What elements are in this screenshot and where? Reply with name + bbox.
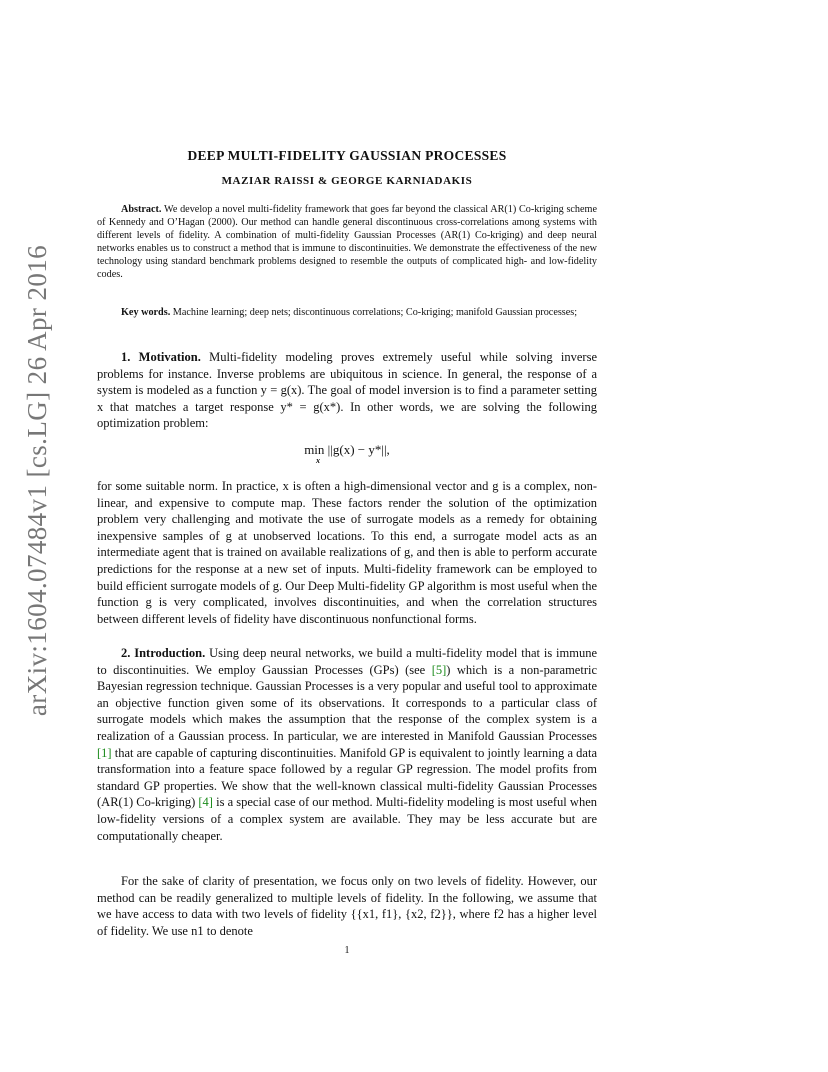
motivation-paragraph-2: for some suitable norm. In practice, x is often a high-dimensional vector and g is a complex, non-linear, and expensive to compute map. These factors render the solution of the optimization problem very challenging and motivate the use of surrogate models as a remedy for obtaining inexpensive samples of g at unobserved locations. To this end, a surrogate model acts as an intermediate agent that is trained on available realizations of g, and then is able to perform accurate predictions for the response at a new set of inputs. Multi-fidelity framework can be employed to build efficient surrogate models of g. Our Deep Multi-fidelity GP algorithm is most useful when the function g is very complicated, involves discontinuities, and when the correlation structures between different levels of fidelity have discontinuous nonfunctional forms.	[97, 479, 597, 626]
keywords-label: Key words.	[121, 307, 171, 318]
keywords	[97, 306, 597, 319]
motivation-paragraph-1: Multi-fidelity modeling proves extremely useful while solving inverse problems for instance. Inverse problems are ubiquitous in science. In general, the response of a system is modeled as a function y = g(x). The goal of model inversion is to find a parameter setting x that matches a target response y* = g(x*). In other words, we are solving the following optimization problem:	[97, 350, 597, 431]
abstract	[97, 203, 597, 282]
citation-4[interactable]: [4]	[198, 795, 213, 810]
intro-text-c: that are capable of capturing discontinuities. Manifold GP is equivalent to jointly learning a data transformation into a feature space followed by a regular GP regression. The model profits from standard GP properties. We show that the well-known classical multi-fidelity Gaussian Processes (AR(1) Co-kriging)	[97, 745, 597, 810]
arxiv-identifier: arXiv:1604.07484v1 [cs.LG] 26 Apr 2016	[22, 244, 53, 716]
arxiv-sidebar	[18, 244, 58, 716]
abstract-label: Abstract.	[121, 204, 162, 215]
section-heading-introduction: 2. Introduction.	[121, 646, 206, 660]
section-heading-motivation: 1. Motivation.	[121, 350, 201, 364]
keywords-text: Machine learning; deep nets; discontinuous correlations; Co-kriging; manifold Gaussian processes;	[172, 307, 578, 318]
intro-text-a: Using deep neural networks, we build a multi-fidelity model that is immune to discontinuities. We employ Gaussian Processes (GPs) (see	[97, 646, 598, 677]
abstract-text: We develop a novel multi-fidelity framework that goes far beyond the classical AR(1) Co-kriging scheme of Kennedy and O’Hagan (2000). Our method can handle general discontinuous cross-correlations among systems with different levels of fidelity. A combination of multi-fidelity Gaussian Processes (AR(1) Co-kriging) and deep neural networks enables us to construct a method that is immune to discontinuities. We demonstrate the effectiveness of the new technology using standard benchmark problems designed to resemble the outputs of complicated high- and low-fidelity codes.	[97, 204, 597, 281]
paper-authors: MAZIAR RAISSI & GEORGE KARNIADAKIS	[221, 175, 473, 187]
section-motivation	[97, 349, 597, 432]
introduction-paragraph-2: For the sake of clarity of presentation, we focus only on two levels of fidelity. However, our method can be readily generalized to multiple levels of fidelity. In the following, we assume that we have access to data with two levels of fidelity {{x1, f1}, {x2, f2}}, where f2 has a higher level of fidelity. We use n1 to denote	[97, 874, 597, 938]
intro-text-b: ) which is a non-parametric Bayesian regression technique. Gaussian Processes is a very popular and useful tool to approximate an objective function given some of its observations. It corresponds to a particular class of surrogate models which makes the assumption that the response of the complex system is a realization of a Gaussian process. In particular, we are interested in Manifold Gaussian Processes	[97, 662, 598, 743]
intro-text-d: is a special case of our method. Multi-fidelity modeling is most useful when low-fidelity versions of a complex system are available. They may be less accurate but are computationally cheaper.	[97, 795, 597, 843]
equation-text: min ||g(x) − y*||,	[304, 442, 390, 457]
page-number: 1	[344, 945, 350, 956]
equation-subscript: x	[316, 456, 320, 465]
citation-5[interactable]: [5]	[431, 662, 447, 677]
section-introduction	[97, 645, 597, 844]
optimization-equation	[97, 442, 597, 465]
citation-1[interactable]: [1]	[97, 745, 112, 760]
paper-title: DEEP MULTI-FIDELITY GAUSSIAN PROCESSES	[187, 148, 507, 163]
